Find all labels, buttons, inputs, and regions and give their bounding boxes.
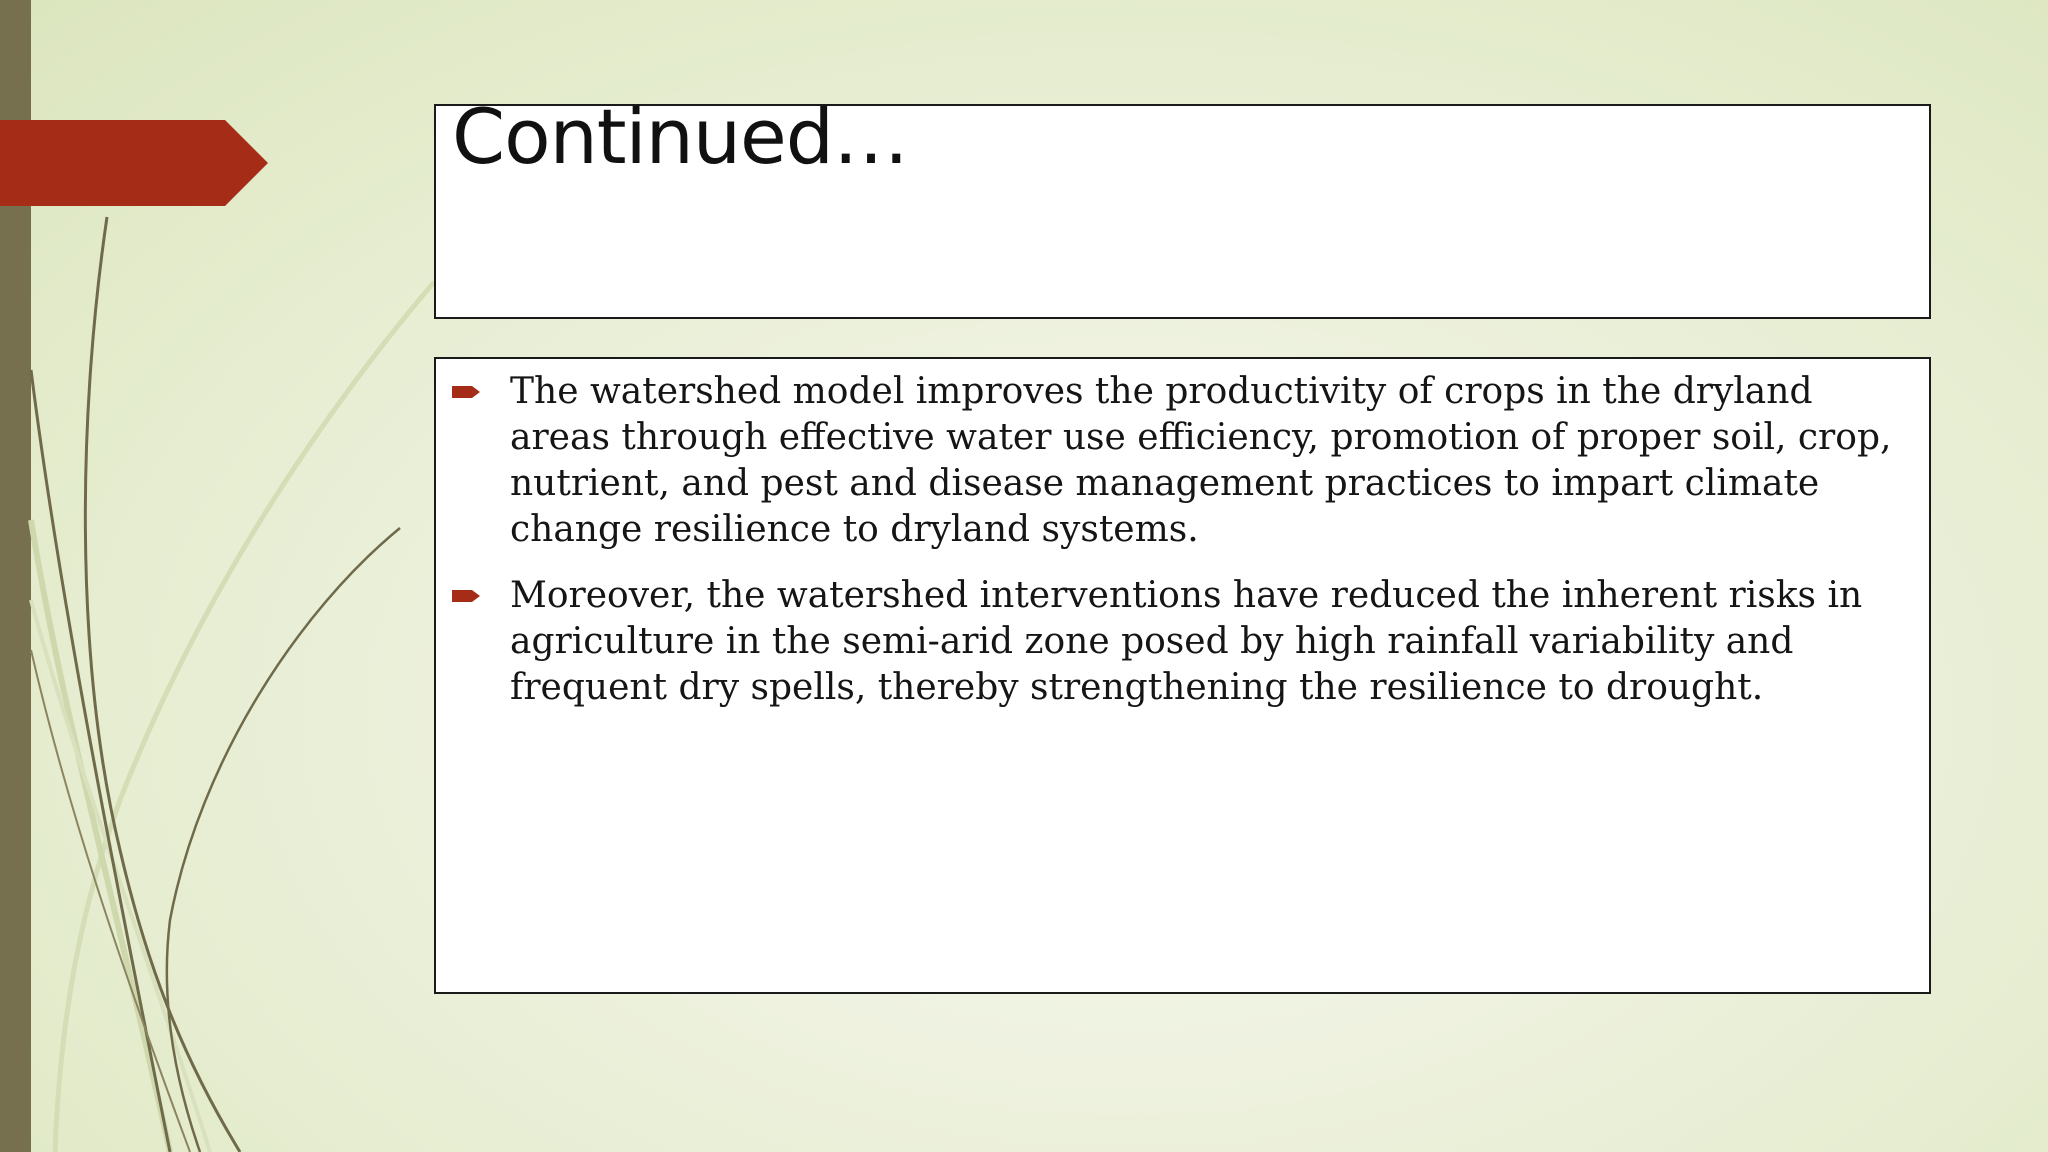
bullet-list [452,369,1912,731]
arrow-bullet-icon [452,384,482,400]
title-placeholder [434,92,1931,319]
content-placeholder [434,357,1931,994]
bullet-text: The watershed model improves the productivity of crops in the dryland areas through effective water use efficiency, promotion of proper soil, crop, nutrient, and pest and disease management practices to impart climate change resilience to dryland systems. [510,371,1892,550]
arrow-bullet-icon [452,588,482,604]
bullet-text: Moreover, the watershed interventions have reduced the inherent risks in agriculture in the semi-arid zone posed by high rainfall variability and frequent dry spells, thereby strengthening the resilience to drought. [510,575,1863,708]
bullet-item [452,369,1912,553]
title-accent-arrow [0,120,270,206]
bullet-item [452,573,1912,711]
slide-title: Continued… [452,92,908,181]
